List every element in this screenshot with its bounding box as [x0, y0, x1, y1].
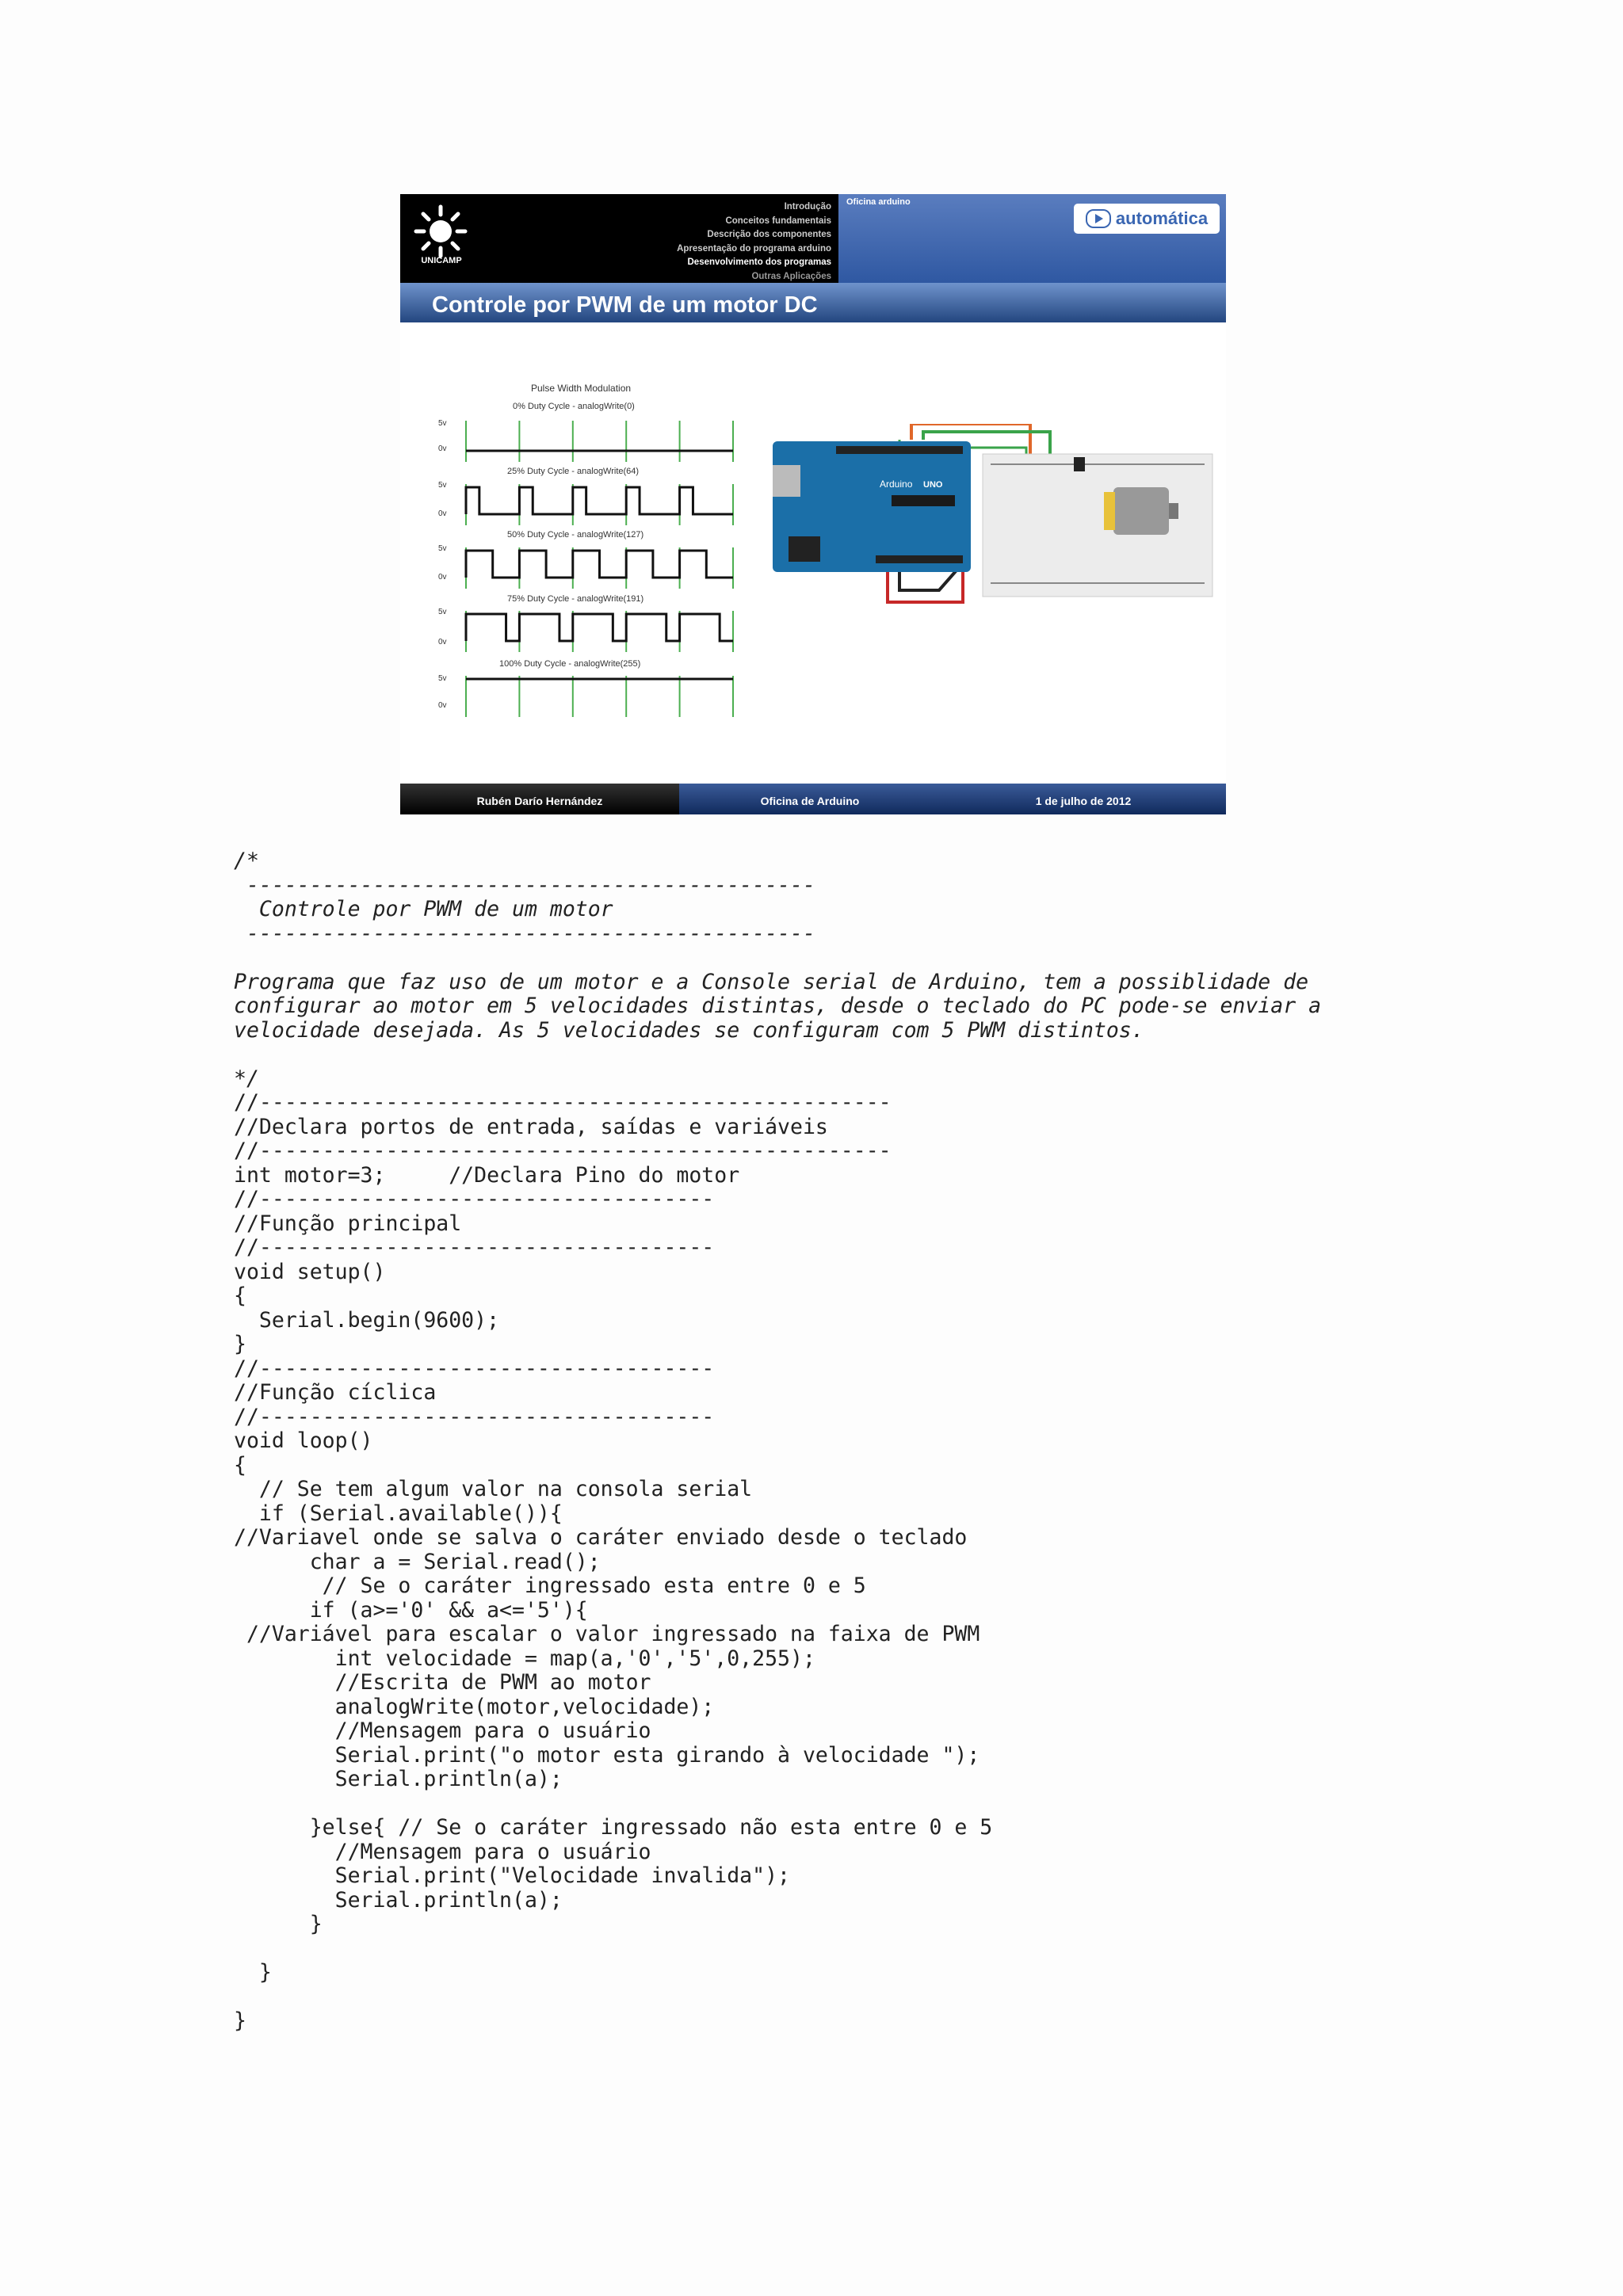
code-line: int motor=3; //Declara Pino do motor [234, 1162, 740, 1188]
code-line: }else{ // Se o caráter ingressado não esta entre 0 e 5 [234, 1815, 993, 1840]
footer-author: Rubén Darío Hernández [400, 784, 679, 814]
code-line: void setup() [234, 1259, 386, 1284]
pwm-row-label: 25% Duty Cycle - analogWrite(64) [507, 467, 640, 476]
nav-item: Apresentação do programa arduino [677, 243, 831, 254]
voltage-low-label: 0v [438, 638, 447, 646]
pwm-waveform [466, 487, 733, 514]
code-line: char a = Serial.read(); [234, 1549, 601, 1574]
code-line: Controle por PWM de um motor [234, 897, 613, 921]
code-line: //-------------------------------------------------- [234, 1090, 892, 1115]
code-line: { [234, 1452, 246, 1478]
arduino-circuit-diagram [773, 424, 1216, 630]
code-line: //Variável para escalar o valor ingressado na faixa de PWM [234, 1622, 980, 1646]
code-line: --------------------------------------------- [234, 921, 815, 946]
voltage-low-label: 0v [438, 444, 447, 453]
pwm-waveform [466, 614, 733, 641]
voltage-high-label: 5v [438, 481, 447, 490]
board-model: UNO [923, 480, 943, 490]
slide-title: Controle por PWM de um motor DC [400, 283, 1226, 322]
code-line: { [234, 1283, 246, 1308]
slide-header [400, 194, 1226, 283]
code-line: Serial.println(a); [234, 1887, 563, 1913]
footer-event: Oficina de Arduino [679, 784, 941, 814]
code-line: //------------------------------------ [234, 1404, 715, 1429]
code-line: Serial.print("Velocidade invalida"); [234, 1863, 790, 1888]
play-icon [1086, 209, 1111, 228]
code-line: void loop() [234, 1428, 373, 1453]
code-line: configurar ao motor em 5 velocidades distintas, desde o teclado do PC pode-se enviar a [234, 994, 1322, 1018]
footer-date: 1 de julho de 2012 [941, 784, 1226, 814]
pwm-row-label: 100% Duty Cycle - analogWrite(255) [499, 659, 641, 669]
nav-item-active: Desenvolvimento dos programas [687, 257, 831, 267]
code-line: //Função cíclica [234, 1380, 437, 1405]
voltage-high-label: 5v [438, 544, 447, 553]
slide-nav [677, 200, 831, 284]
voltage-high-label: 5v [438, 608, 447, 616]
code-line: //Mensagem para o usuário [234, 1718, 651, 1743]
code-line: int velocidade = map(a,'0','5',0,255); [234, 1646, 815, 1671]
dc-motor [1113, 487, 1169, 535]
voltage-high-label: 5v [438, 674, 447, 683]
code-line: } [234, 1332, 246, 1356]
breadboard [983, 454, 1212, 597]
slide-image [400, 194, 1226, 814]
pwm-waveforms [460, 408, 745, 725]
voltage-low-label: 0v [438, 701, 447, 710]
pwm-row-label: 50% Duty Cycle - analogWrite(127) [507, 530, 644, 540]
code-line: //Variavel onde se salva o caráter enviado desde o teclado [234, 1525, 968, 1550]
voltage-low-label: 0v [438, 573, 447, 582]
code-line: //Função principal [234, 1211, 462, 1236]
board-label: Arduino [880, 479, 913, 490]
pwm-waveform [466, 551, 733, 578]
code-line: //Escrita de PWM ao motor [234, 1670, 651, 1695]
code-line: } [234, 1960, 272, 1985]
transistor [1074, 457, 1085, 471]
logo-text: UNICAMP [421, 256, 462, 265]
code-line: if (a>='0' && a<='5'){ [234, 1597, 588, 1623]
brand-text: automática [1115, 208, 1209, 228]
code-line: /* [234, 849, 259, 873]
voltage-high-label: 5v [438, 419, 447, 428]
code-line: Programa que faz uso de um motor e a Console serial de Arduino, tem a possiblidade de [234, 969, 1309, 994]
nav-item: Conceitos fundamentais [725, 215, 831, 226]
pwm-diagram-title: Pulse Width Modulation [531, 383, 632, 394]
course-label: Oficina arduino [846, 197, 911, 207]
nav-item: Introdução [784, 202, 831, 212]
source-code-listing [234, 849, 1321, 2034]
pwm-row-label: 0% Duty Cycle - analogWrite(0) [513, 402, 635, 411]
code-line: --------------------------------------------- [234, 872, 815, 898]
code-line: } [234, 2008, 246, 2033]
code-line: velocidade desejada. As 5 velocidades se configuram com 5 PWM distintos. [234, 1017, 1144, 1043]
code-line: } [234, 1912, 323, 1936]
code-line: //------------------------------------ [234, 1356, 715, 1381]
code-line: //-------------------------------------------------- [234, 1138, 892, 1163]
code-line: Serial.print("o motor esta girando à velocidade "); [234, 1742, 980, 1768]
code-line: if (Serial.available()){ [234, 1501, 563, 1526]
code-line: //Mensagem para o usuário [234, 1839, 651, 1864]
pwm-row-label: 75% Duty Cycle - analogWrite(191) [507, 594, 644, 604]
voltage-low-label: 0v [438, 509, 447, 518]
brand-logo [1074, 204, 1220, 234]
code-line: Serial.println(a); [234, 1767, 563, 1791]
code-line: */ [234, 1066, 259, 1091]
code-line: // Se tem algum valor na consola serial [234, 1477, 753, 1501]
code-line: //------------------------------------ [234, 1187, 715, 1211]
code-line: //------------------------------------ [234, 1235, 715, 1260]
code-line: analogWrite(motor,velocidade); [234, 1694, 715, 1719]
code-line: Serial.begin(9600); [234, 1307, 500, 1333]
nav-item: Descrição dos componentes [707, 230, 831, 239]
nav-item: Outras Aplicações [751, 271, 831, 281]
code-line: // Se o caráter ingressado esta entre 0 e 5 [234, 1573, 866, 1598]
code-line: //Declara portos de entrada, saídas e variáveis [234, 1114, 828, 1139]
slide-footer [400, 784, 1226, 814]
